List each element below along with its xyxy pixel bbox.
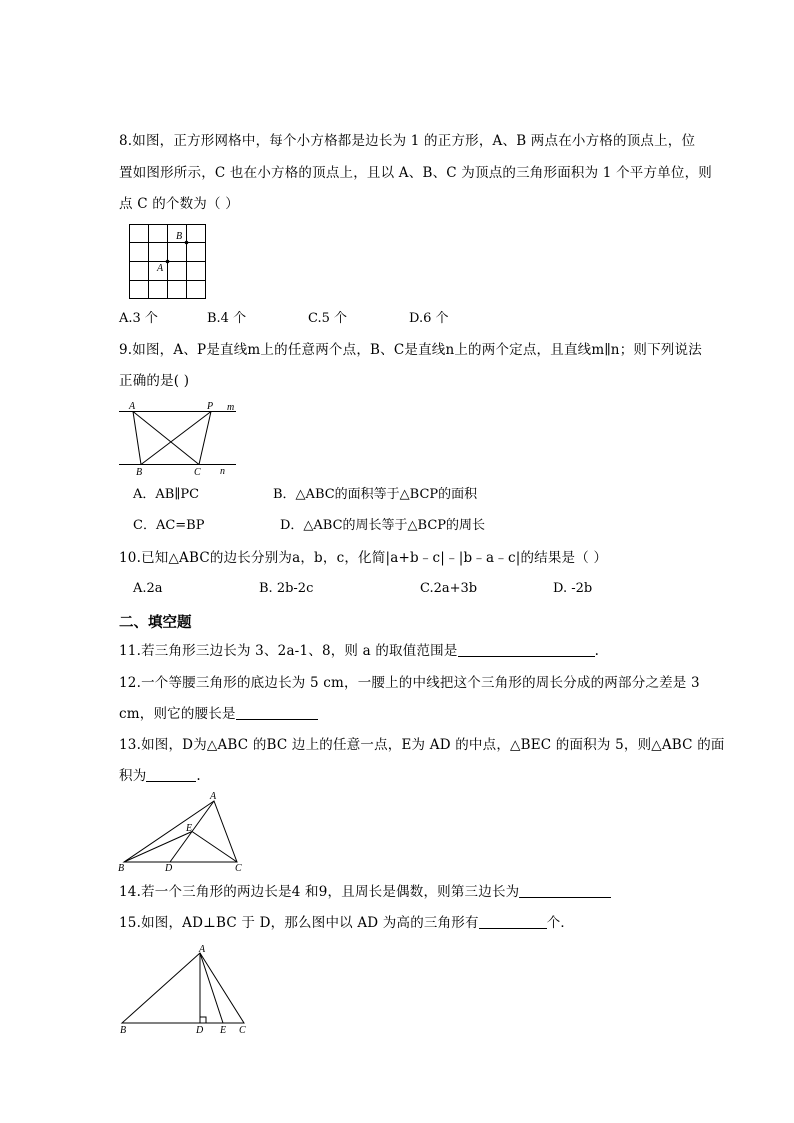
q8-option-c: C.5 个: [308, 311, 348, 326]
q8-label-a: A: [157, 263, 164, 274]
q9-option-b: B．△ABC的面积等于△BCP的面积: [273, 487, 478, 502]
q13-label-d: D: [165, 863, 173, 874]
q13-label-e: E: [186, 823, 193, 834]
q13-text-line-2: 积为: [119, 768, 147, 784]
q9-parallel-lines-figure: [119, 400, 244, 476]
q11-line: [119, 643, 599, 659]
q8-text-line-3: 点 C 的个数为（ ）: [119, 196, 239, 212]
q9-option-c: C．AC=BP: [133, 518, 205, 533]
q15-label-a: A: [199, 944, 206, 955]
q12-answer-blank[interactable]: [236, 706, 318, 720]
q8-grid-figure: [129, 224, 207, 300]
q8-text-line-1: 8.如图，正方形网格中，每个小方格都是边长为 1 的正方形，A、B 两点在小方格的顶点上，位: [119, 133, 696, 149]
q8-option-a: A.3 个: [119, 311, 158, 326]
q9-label-n: n: [220, 466, 225, 477]
q14-text: 14.若一个三角形的两边长是4 和9，且周长是偶数，则第三边长为: [119, 884, 520, 900]
q10-option-b: B. 2b-2c: [259, 581, 314, 596]
q13-triangle-figure: [118, 791, 248, 873]
q13-text-line-1: 13.如图，D为△ABC 的BC 边上的任意一点，E为 AD 的中点，△BEC 的面积为 5，则△ABC 的面: [119, 737, 725, 753]
q8-label-b: B: [176, 231, 183, 242]
q15-label-e: E: [220, 1025, 227, 1036]
q13-label-a: A: [210, 791, 217, 802]
q11-tail: .: [594, 643, 600, 659]
section-heading-fill-in: 二、填空题: [119, 615, 192, 631]
q14-line: [119, 884, 611, 900]
q14-answer-blank[interactable]: [519, 884, 611, 898]
q10-option-a: A.2a: [133, 581, 163, 596]
q10-option-d: D. -2b: [553, 581, 593, 596]
q8-text-line-2: 置如图形所示，C 也在小方格的顶点上，且以 A、B、C 为顶点的三角形面积为 1 个平方单位，则: [119, 165, 712, 181]
q15-answer-blank[interactable]: [479, 915, 547, 929]
q9-text-line-2: 正确的是( ): [119, 373, 190, 389]
q11-answer-blank[interactable]: [458, 643, 595, 657]
q12-line-2: [119, 706, 318, 722]
q11-text: 11.若三角形三边长为 3、2a-1、8，则 a 的取值范围是: [119, 643, 458, 659]
q9-option-a: A．AB∥PC: [133, 487, 200, 502]
q15-label-b: B: [120, 1025, 127, 1036]
q9-text-line-1: 9.如图，A、P是直线m上的任意两个点，B、C是直线n上的两个定点，且直线m∥n；则下列说法: [119, 342, 702, 358]
q9-label-p: P: [207, 401, 214, 412]
q13-tail: .: [196, 768, 201, 784]
q12-text-line-1: 12.一个等腰三角形的底边长为 5 cm，一腰上的中线把这个三角形的周长分成的两部分之差是 3: [119, 675, 700, 691]
q13-label-c: C: [235, 863, 242, 874]
q9-label-b: B: [136, 467, 143, 478]
q9-label-c: C: [194, 467, 201, 478]
q12-text-line-2: cm，则它的腰长是: [119, 706, 236, 722]
q10-option-c: C.2a+3b: [420, 581, 478, 596]
q8-option-d: D.6 个: [409, 311, 449, 326]
q15-line: [119, 915, 574, 931]
q15-text: 15.如图，AD⊥BC 于 D，那么图中以 AD 为高的三角形有: [119, 915, 479, 931]
q9-label-m: m: [227, 402, 235, 413]
q9-label-a: A: [129, 401, 136, 412]
q15-label-d: D: [196, 1025, 204, 1036]
q8-option-b: B.4 个: [207, 311, 247, 326]
q13-line-2: [119, 768, 201, 784]
q15-tail: 个．: [546, 915, 575, 931]
q15-triangle-figure: [118, 943, 250, 1035]
q9-option-d: D．△ABC的周长等于△BCP的周长: [280, 518, 486, 533]
q13-answer-blank[interactable]: [146, 768, 196, 782]
q13-label-b: B: [118, 863, 125, 874]
q15-label-c: C: [239, 1025, 246, 1036]
q10-text: 10.已知△ABC的边长分别为a，b，c，化简|a+b﹣c|﹣|b﹣a﹣c|的结果是（ ）: [119, 550, 608, 566]
